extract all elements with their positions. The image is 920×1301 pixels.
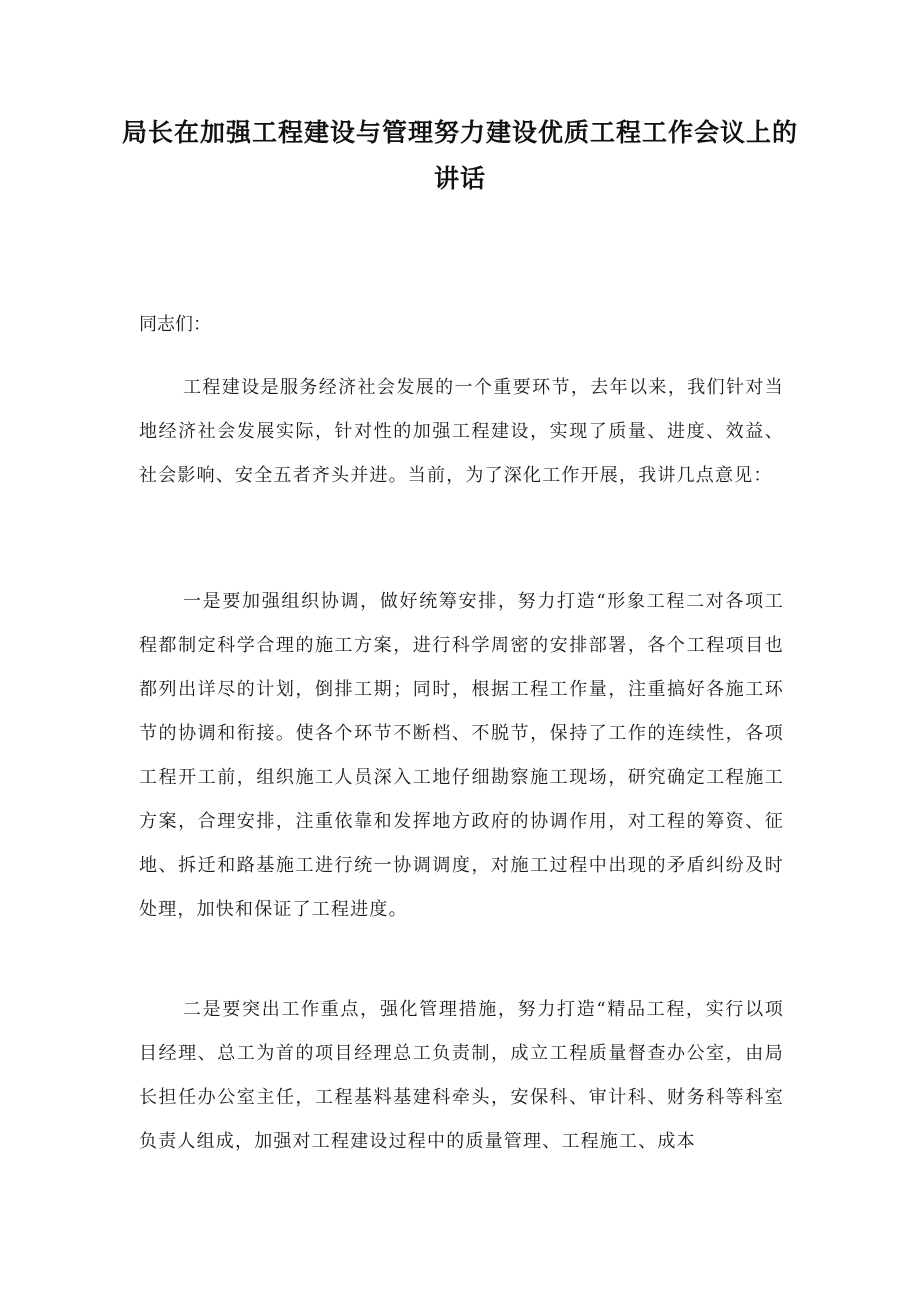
- paragraph-point-two: 二是要突出工作重点，强化管理措施，努力打造“精品工程，实行以项目经理、总工为首的项目经理总工负责制，成立工程质量督查办公室，由局长担任办公室主任，工程基料基建科牵头，安保科、审计科、财务科等科室负责人组成，加强对工程建设过程中的质量管理、工程施工、成本: [139, 999, 784, 1152]
- paragraph-point-one: 一是要加强组织协调，做好统筹安排，努力打造“形象工程二对各项工程都制定科学合理的施工方案，进行科学周密的安排部署，各个工程项目也都列出详尽的计划，倒排工期；同时，根据工程工作量，注重搞好各施工环节的协调和衔接。使各个环节不断档、不脱节，保持了工作的连续性，各项工程开工前，组织施工人员深入工地仔细勘察施工现场，研究确定工程施工方案，合理安排，注重依靠和发挥地方政府的协调作用，对工程的筹资、征地、拆迁和路基施工进行统一协调调度，对施工过程中出现的矛盾纠纷及时处理，加快和保证了工程进度。: [139, 591, 784, 920]
- document-title: 局长在加强工程建设与管理努力建设优质工程工作会议上的讲话: [121, 118, 798, 193]
- salutation: 同志们：: [139, 314, 211, 335]
- paragraph-intro: 工程建设是服务经济社会发展的一个重要环节，去年以来，我们针对当地经济社会发展实际，针对性的加强工程建设，实现了质量、进度、效益、社会影响、安全五者齐头并进。当前，为了深化工作开展，我讲几点意见：: [139, 377, 784, 486]
